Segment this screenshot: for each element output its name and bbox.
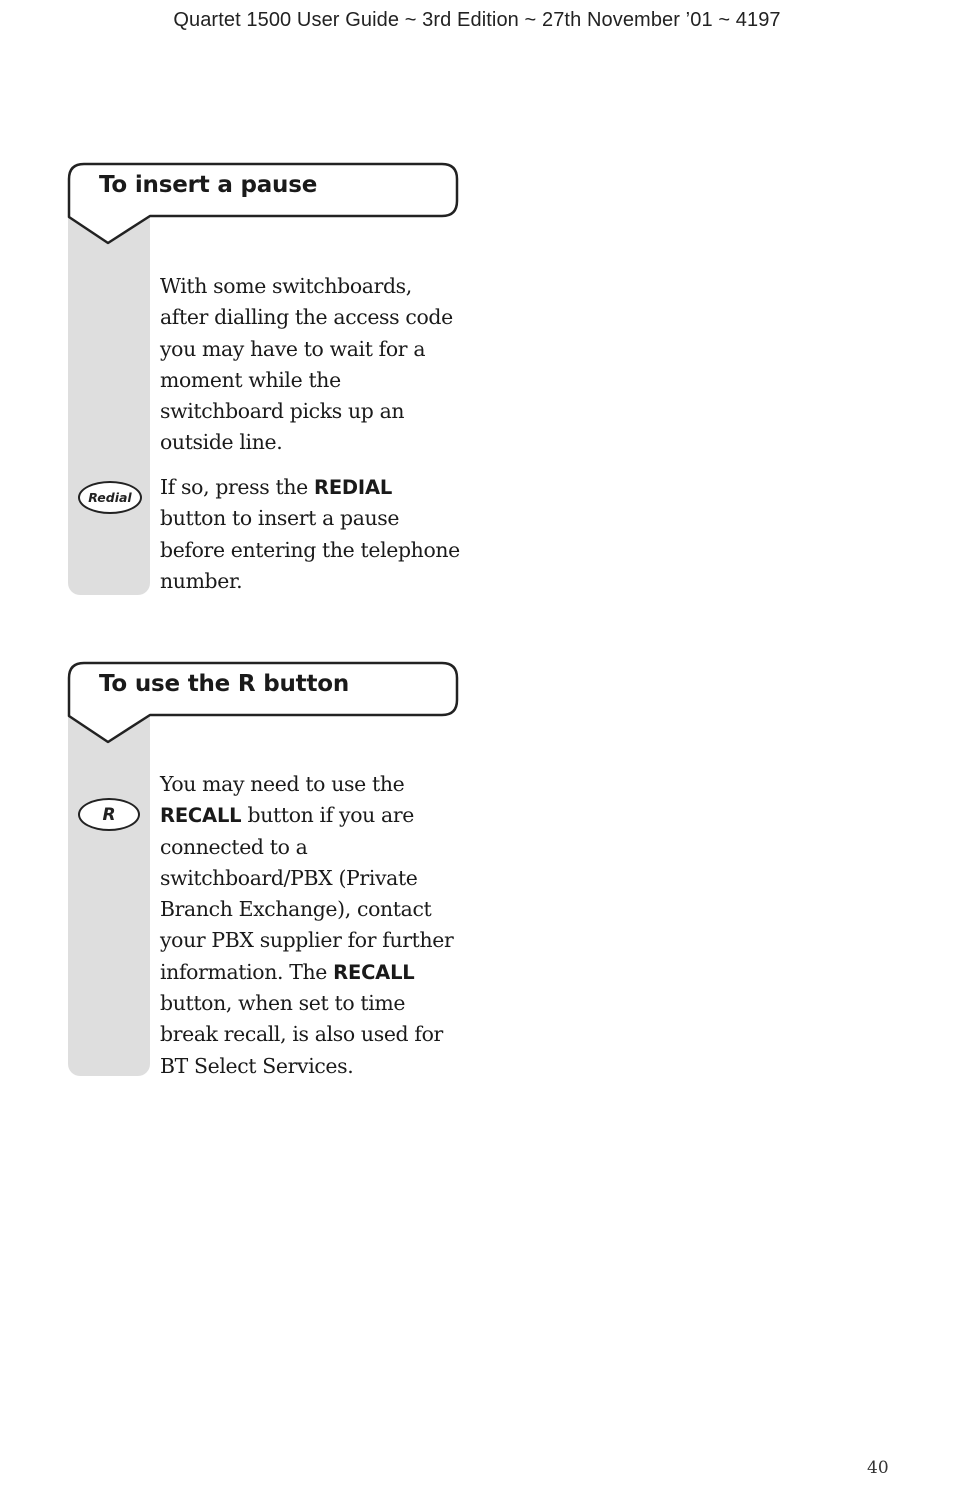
text-fragment: If so, press the <box>160 475 314 499</box>
section-title: To use the R button <box>99 671 350 697</box>
text-fragment: button, when set to time break recall, is also used for BT Select Services. <box>160 991 443 1078</box>
key-name-recall: RECALL <box>333 960 415 984</box>
redial-button-icon <box>78 481 142 514</box>
section-rail <box>68 213 150 595</box>
page-header: Quartet 1500 User Guide ~ 3rd Edition ~ 27th November ’01 ~ 4197 <box>173 9 781 31</box>
r-icon-label: R <box>102 804 116 825</box>
redial-icon-label: Redial <box>88 490 132 505</box>
instruction-paragraph-recall <box>160 769 460 1082</box>
key-name-redial: REDIAL <box>314 476 393 499</box>
text-fragment: You may need to use the <box>160 772 405 796</box>
instruction-paragraph-redial <box>160 472 460 597</box>
r-button-icon <box>78 798 140 831</box>
section-r-button <box>68 662 468 1078</box>
page-number: 40 <box>867 1458 889 1478</box>
section-rail <box>68 712 150 1076</box>
text-fragment: button to insert a pause before entering the telephone number. <box>160 506 460 593</box>
text-fragment: button if you are connected to a switchboard/PBX (Private Branch Exchange), contact your PBX supplier for further information. The <box>160 803 454 984</box>
key-name-recall: RECALL <box>160 804 242 828</box>
section-insert-pause <box>68 163 468 597</box>
section-title: To insert a pause <box>99 172 318 198</box>
instruction-paragraph: With some switchboards, after dialling the access code you may have to wait for a moment while the switchboard picks up an outside line. <box>160 274 453 455</box>
